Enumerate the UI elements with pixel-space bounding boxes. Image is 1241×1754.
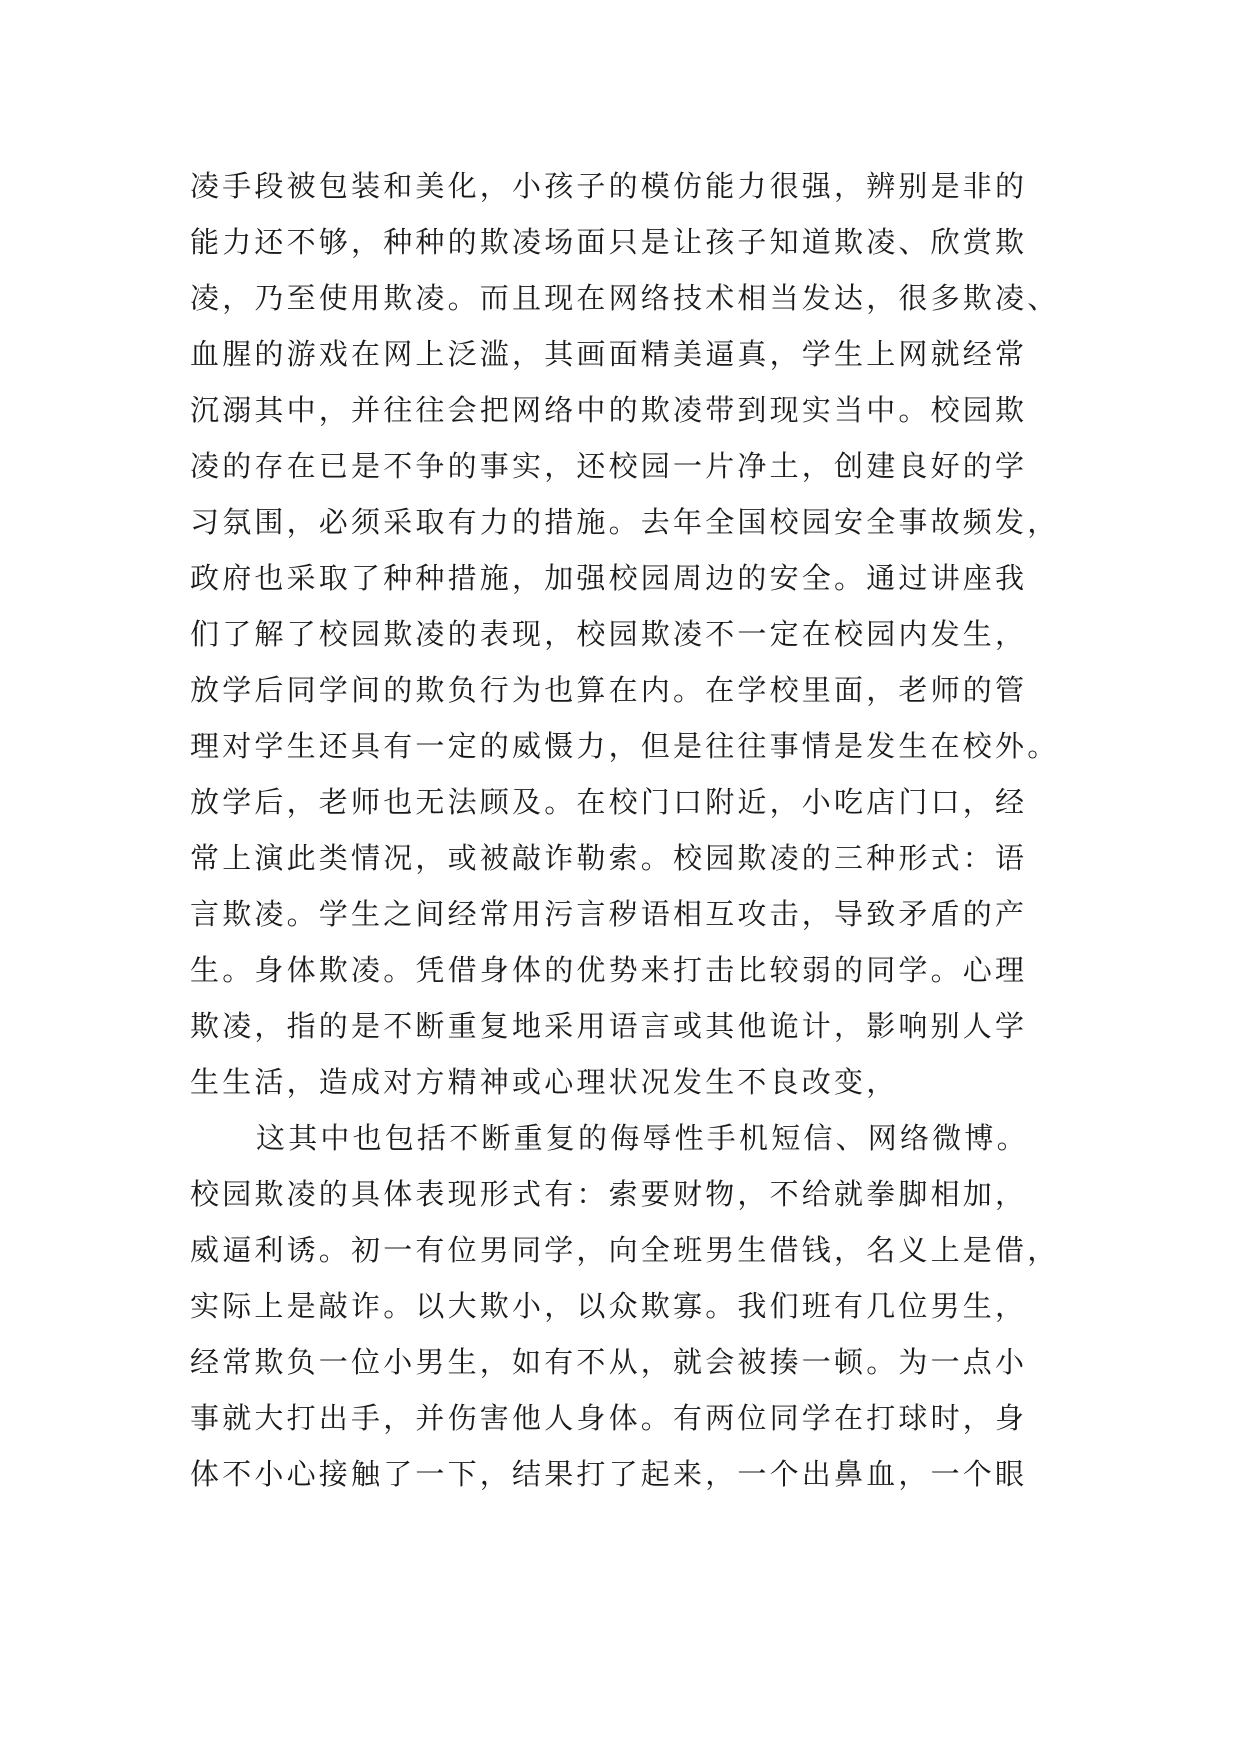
text-line: 能力还不够，种种的欺凌场面只是让孩子知道欺凌、欣赏欺 xyxy=(190,225,1028,259)
text-line: 校园欺凌的具体表现形式有：索要财物，不给就拳脚相加， xyxy=(190,1177,1028,1211)
text-line: 沉溺其中，并往往会把网络中的欺凌带到现实当中。校园欺 xyxy=(190,393,1028,427)
text-line: 放学后，老师也无法顾及。在校门口附近，小吃店门口，经 xyxy=(190,785,1028,819)
text-line: 政府也采取了种种措施，加强校园周边的安全。通过讲座我 xyxy=(190,561,1028,595)
text-line: 理对学生还具有一定的威慑力，但是往往事情是发生在校外。 xyxy=(190,729,1060,763)
text-line: 威逼利诱。初一有位男同学，向全班男生借钱，名义上是借， xyxy=(190,1233,1060,1267)
text-line: 凌的存在已是不争的事实，还校园一片净土，创建良好的学 xyxy=(190,449,1028,483)
text-line: 欺凌，指的是不断重复地采用语言或其他诡计，影响别人学 xyxy=(190,1009,1028,1043)
text-line: 们了解了校园欺凌的表现，校园欺凌不一定在校园内发生， xyxy=(190,617,1028,651)
text-line: 凌手段被包装和美化，小孩子的模仿能力很强，辨别是非的 xyxy=(190,169,1028,203)
text-line: 常上演此类情况，或被敲诈勒索。校园欺凌的三种形式：语 xyxy=(190,841,1028,875)
text-line: 经常欺负一位小男生，如有不从，就会被揍一顿。为一点小 xyxy=(190,1345,1028,1379)
text-line: 生生活，造成对方精神或心理状况发生不良改变， xyxy=(190,1065,899,1099)
body-text xyxy=(190,158,1070,1502)
text-line: 事就大打出手，并伤害他人身体。有两位同学在打球时，身 xyxy=(190,1401,1028,1435)
text-line: 生。身体欺凌。凭借身体的优势来打击比较弱的同学。心理 xyxy=(190,953,1028,987)
text-line: 放学后同学间的欺负行为也算在内。在学校里面，老师的管 xyxy=(190,673,1028,707)
text-line: 血腥的游戏在网上泛滥，其画面精美逼真，学生上网就经常 xyxy=(190,337,1028,371)
paragraph-start-line: 这其中也包括不断重复的侮辱性手机短信、网络微博。 xyxy=(256,1121,1029,1155)
text-line: 言欺凌。学生之间经常用污言秽语相互攻击，导致矛盾的产 xyxy=(190,897,1028,931)
text-line: 实际上是敲诈。以大欺小，以众欺寡。我们班有几位男生， xyxy=(190,1289,1028,1323)
text-line: 体不小心接触了一下，结果打了起来，一个出鼻血，一个眼 xyxy=(190,1457,1028,1491)
text-line: 习氛围，必须采取有力的措施。去年全国校园安全事故频发， xyxy=(190,505,1060,539)
text-line: 凌，乃至使用欺凌。而且现在网络技术相当发达，很多欺凌、 xyxy=(190,281,1060,315)
